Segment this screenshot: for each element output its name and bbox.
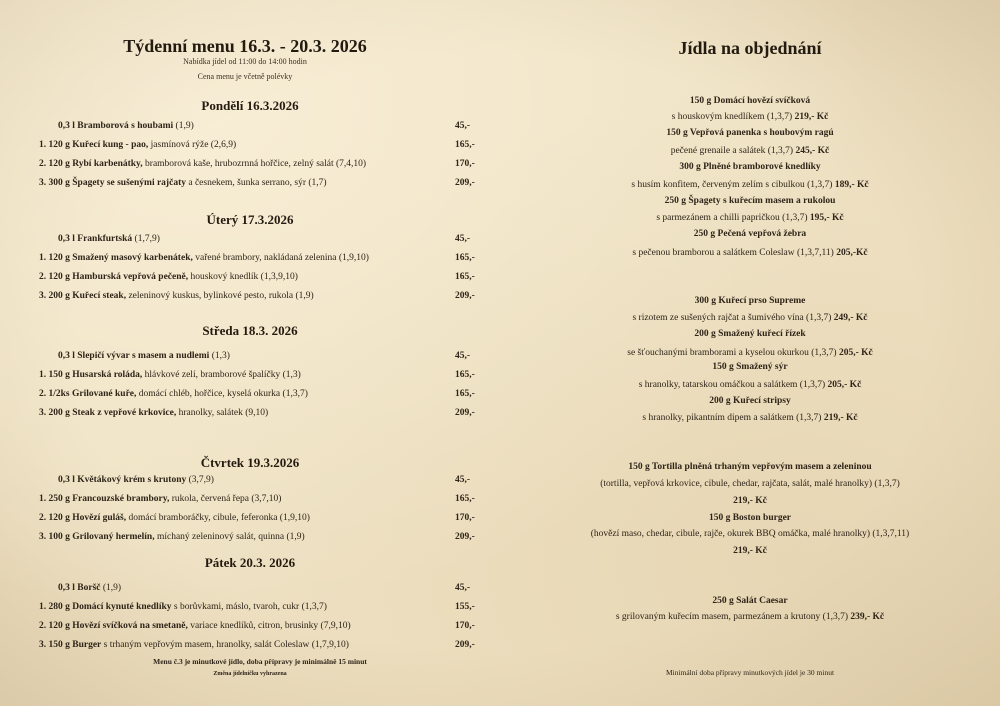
- item-number: 3. 150 g: [39, 640, 70, 650]
- menu-item-row: [39, 389, 308, 399]
- item-allergens: (1,7,9,10): [311, 640, 349, 650]
- item-allergens: (1,7): [308, 178, 327, 188]
- item-allergens: (1,3,7): [282, 389, 308, 399]
- item-price: 209,-: [455, 640, 475, 650]
- item-price: 209,-: [455, 178, 475, 188]
- dish-text: 250 g Salát Caesar: [712, 596, 788, 606]
- item-description: hlávkové zelí, bramborové špalíčky: [144, 370, 281, 380]
- item-number: 1. 120 g: [39, 140, 70, 150]
- item-allergens: (7,4,10): [336, 159, 367, 169]
- item-price: 165,-: [455, 272, 475, 282]
- item-description: vařené brambory, nakládaná zelenina: [195, 253, 337, 263]
- price-note: Cena menu je včetně polévky: [197, 72, 293, 81]
- item-number: 3. 300 g: [39, 178, 70, 188]
- dish-price: 239,- Kč: [850, 612, 885, 622]
- menu-item-row: [39, 532, 305, 542]
- dish-text: 150 g Domácí hovězí svíčková: [689, 96, 811, 106]
- dish-text: (tortilla, vepřová krkovice, cibule, chedar, rajčata, salát, malé hranolky) (1,3,7): [600, 479, 900, 489]
- menu-item-row: [39, 602, 327, 612]
- dish-text: 200 g Kuřecí stripsy: [709, 396, 791, 406]
- dish-title: [500, 162, 1000, 172]
- weekly-menu-title: Týdenní menu 16.3. - 20.3. 2026: [123, 36, 367, 56]
- item-price: 170,-: [455, 621, 475, 631]
- item-description: domácí bramboráčky, cibule, feferonka: [128, 513, 278, 523]
- order-dishes-title: Jídla na objednání: [678, 38, 822, 58]
- order-footer-note: Minimální doba přípravy minutkových jídel je 30 minut: [665, 668, 835, 677]
- dish-title: [500, 513, 1000, 523]
- item-allergens: (1,9,10): [279, 513, 310, 523]
- menu-item-row: [39, 640, 349, 650]
- dish-description: [500, 112, 1000, 122]
- menu-item-row: [39, 140, 236, 150]
- soup-row: [58, 234, 160, 244]
- dish-text: s grilovaným kuřecím masem, parmezánem a krutony (1,3,7): [615, 612, 848, 622]
- dish-price: 205,- Kč: [838, 348, 873, 358]
- minute-dish-note: Menu č.3 je minutkové jídlo, doba přípravy je minimálně 15 minut: [153, 657, 367, 666]
- item-number: 3. 100 g: [39, 532, 70, 542]
- dish-title: [500, 362, 1000, 372]
- dish-text: s hranolky, pikantním dipem a salátkem (1,3,7): [642, 413, 822, 423]
- item-name: Rybí karbenátky,: [72, 159, 143, 169]
- item-name: Francouzské brambory,: [72, 494, 170, 504]
- item-allergens: (3,7,10): [251, 494, 282, 504]
- dish-text: s pečenou bramborou a salátkem Coleslaw (1,3,7,11): [632, 248, 834, 258]
- menu-item-row: [39, 408, 268, 418]
- item-price: 170,-: [455, 159, 475, 169]
- dish-description: [500, 213, 1000, 223]
- menu-item-row: [39, 291, 314, 301]
- item-number: 2. 120 g: [39, 513, 70, 523]
- item-description: variace knedlíků, citron, brusinky: [190, 621, 319, 631]
- dish-price: 245,- Kč: [795, 146, 830, 156]
- item-description: s trhaným vepřovým masem, hranolky, salát Coleslaw: [103, 640, 310, 650]
- dish-description: [500, 348, 1000, 358]
- dish-price: 249,- Kč: [833, 313, 868, 323]
- item-name: Květákový krém s krutony: [77, 475, 187, 485]
- item-description: houskový knedlík: [190, 272, 259, 282]
- soup-row: [58, 583, 121, 593]
- menu-item-row: [39, 370, 301, 380]
- dish-text: (hovězí maso, chedar, cibule, rajče, okurek BBQ omáčka, malé hranolky) (1,3,7,11): [590, 529, 910, 539]
- menu-item-row: [39, 159, 366, 169]
- dish-description: [500, 313, 1000, 323]
- item-name: Smažený masový karbenátek,: [72, 253, 193, 263]
- item-price: 45,-: [455, 583, 471, 593]
- dish-price: 195,- Kč: [809, 213, 844, 223]
- item-description: jasmínová rýže: [150, 140, 209, 150]
- dish-text: 150 g Smažený sýr: [712, 362, 788, 372]
- item-allergens: (1,9): [175, 121, 194, 131]
- item-allergens: (9,10): [245, 408, 269, 418]
- dish-text: 200 g Smažený kuřecí řízek: [694, 329, 806, 339]
- item-description: hranolky, salátek: [178, 408, 243, 418]
- item-number: 0,3 l: [58, 121, 75, 131]
- soup-row: [58, 121, 194, 131]
- item-allergens: (1,9): [286, 532, 305, 542]
- item-number: 1. 150 g: [39, 370, 70, 380]
- item-description: a česnekem, šunka serrano, sýr: [188, 178, 307, 188]
- dish-title: [500, 329, 1000, 339]
- item-allergens: (7,9,10): [320, 621, 351, 631]
- dish-text: 300 g Kuřecí prso Supreme: [694, 296, 806, 306]
- dish-text: 150 g Vepřová panenka s houbovým ragú: [666, 128, 834, 138]
- item-price: 209,-: [455, 532, 475, 542]
- dish-text: 219,- Kč: [733, 546, 767, 556]
- item-description: míchaný zeleninový salát, quinna: [156, 532, 285, 542]
- dish-price: 189,- Kč: [834, 180, 869, 190]
- item-name: Hovězí guláš,: [72, 513, 127, 523]
- item-allergens: (1,9): [102, 583, 122, 593]
- item-name: Frankfurtská: [77, 234, 133, 244]
- dish-title: [500, 596, 1000, 606]
- item-price: 45,-: [455, 121, 471, 131]
- item-name: Steak z vepřové krkovice,: [72, 408, 177, 418]
- dish-description: [500, 413, 1000, 423]
- soup-row: [58, 475, 214, 485]
- item-price: 45,-: [455, 234, 471, 244]
- item-name: Slepičí vývar s masem a nudlemi: [77, 351, 210, 361]
- item-description: bramborová kaše, hrubozrnná hořčice, zelný salát: [145, 159, 334, 169]
- dish-text: s hranolky, tatarskou omáčkou a salátkem (1,3,7): [638, 380, 826, 390]
- item-number: 1. 120 g: [39, 253, 70, 263]
- dish-text: 300 g Plněné bramborové knedlíky: [679, 162, 821, 172]
- item-price: 165,-: [455, 389, 475, 399]
- item-price: 209,-: [455, 291, 475, 301]
- item-number: 2. 120 g: [39, 159, 70, 169]
- order-dishes-page: [500, 0, 1000, 706]
- item-allergens: (1,3): [211, 351, 230, 361]
- item-price: 165,-: [455, 494, 475, 504]
- dish-text: 219,- Kč: [733, 496, 767, 506]
- dish-text: s rizotem ze sušených rajčat a šumivého vína (1,3,7): [632, 313, 832, 323]
- menu-item-row: [39, 494, 281, 504]
- menu-item-row: [39, 621, 351, 631]
- item-allergens: (1,3): [282, 370, 301, 380]
- dish-price: 219,- Kč: [794, 112, 829, 122]
- serving-hours: Nabídka jídel od 11:00 do 14:00 hodin: [183, 57, 307, 66]
- item-name: Grilovaný hermelín,: [72, 532, 155, 542]
- item-description: domácí chléb, hořčice, kyselá okurka: [138, 389, 281, 399]
- item-name: Hovězí svíčková na smetaně,: [72, 621, 188, 631]
- item-price: 165,-: [455, 140, 475, 150]
- item-name: Kuřecí kung - pao,: [72, 140, 149, 150]
- dish-description: [500, 479, 1000, 489]
- item-number: 2. 120 g: [39, 272, 70, 282]
- item-allergens: (1,9): [295, 291, 314, 301]
- item-number: 0,3 l: [58, 351, 75, 361]
- item-name: Špagety se sušenými rajčaty: [72, 178, 186, 188]
- item-name: Burger: [72, 640, 102, 650]
- menu-change-note: Změna jídelníčku vyhrazena: [213, 671, 287, 677]
- item-price: 170,-: [455, 513, 475, 523]
- dish-description: [500, 180, 1000, 190]
- dish-price: 205,-Kč: [836, 248, 868, 258]
- item-name: Grilované kuře,: [72, 389, 137, 399]
- dish-description: [500, 146, 1000, 156]
- menu-item-row: [39, 513, 310, 523]
- item-allergens: (1,9,10): [338, 253, 369, 263]
- dish-title: [500, 462, 1000, 472]
- dish-text: s parmezánem a chilli papričkou (1,3,7): [656, 213, 808, 223]
- item-description: rukola, červená řepa: [171, 494, 250, 504]
- item-price: 209,-: [455, 408, 475, 418]
- dish-description: [500, 529, 1000, 539]
- day-header: Čtvrtek 19.3.2026: [200, 455, 300, 470]
- dish-text: s husím konfitem, červeným zelím s cibulkou (1,3,7): [631, 180, 833, 190]
- item-allergens: (2,6,9): [210, 140, 237, 150]
- item-number: 2. 120 g: [39, 621, 70, 631]
- item-allergens: (1,3,7): [301, 602, 327, 612]
- day-header: Úterý 17.3.2026: [206, 212, 294, 227]
- dish-title: [500, 296, 1000, 306]
- item-price: 165,-: [455, 253, 475, 263]
- dish-description: [500, 380, 1000, 390]
- dish-title: [500, 128, 1000, 138]
- dish-description: [500, 248, 1000, 258]
- dish-title: [500, 196, 1000, 206]
- dish-title: [500, 229, 1000, 239]
- item-name: Domácí kynuté knedlíky: [72, 602, 172, 612]
- item-price: 45,-: [455, 351, 471, 361]
- menu-item-row: [39, 272, 298, 282]
- item-name: Husarská roláda,: [72, 370, 143, 380]
- dish-price: 205,- Kč: [827, 380, 862, 390]
- dish-description: [500, 612, 1000, 622]
- item-number: 1. 280 g: [39, 602, 70, 612]
- dish-text: 150 g Tortilla plněná trhaným vepřovým masem a zeleninou: [628, 462, 872, 472]
- item-price: 165,-: [455, 370, 475, 380]
- dish-text: se šťouchanými bramborami a kyselou okurkou (1,3,7): [627, 348, 837, 358]
- dish-text: s houskovým knedlíkem (1,3,7): [671, 112, 793, 122]
- item-number: 0,3 l: [58, 583, 75, 593]
- soup-row: [58, 351, 230, 361]
- day-header: Pátek 20.3. 2026: [204, 555, 296, 570]
- dish-title: [500, 396, 1000, 406]
- item-price: 45,-: [455, 475, 471, 485]
- item-description: s borůvkami, máslo, tvaroh, cukr: [173, 602, 300, 612]
- item-name: Kuřecí steak,: [72, 291, 127, 301]
- item-number: 3. 200 g: [39, 408, 70, 418]
- dish-text: 250 g Pečená vepřová žebra: [693, 229, 807, 239]
- dish-text: 250 g Špagety s kuřecím masem a rukolou: [664, 196, 836, 206]
- dish-price: 219,- Kč: [823, 413, 858, 423]
- menu-item-row: [39, 253, 369, 263]
- dish-title: [500, 496, 1000, 506]
- day-header: Středa 18.3. 2026: [202, 323, 298, 338]
- item-number: 2. 1/2ks: [39, 389, 70, 399]
- dish-text: pečené grenaile a salátek (1,3,7): [670, 146, 794, 156]
- menu-item-row: [39, 178, 327, 188]
- item-allergens: (1,3,9,10): [260, 272, 298, 282]
- item-number: 0,3 l: [58, 234, 75, 244]
- item-allergens: (1,7,9): [134, 234, 160, 244]
- dish-text: 150 g Boston burger: [708, 513, 792, 523]
- item-number: 1. 250 g: [39, 494, 70, 504]
- dish-title: [500, 96, 1000, 106]
- item-price: 155,-: [455, 602, 475, 612]
- item-description: zeleninový kuskus, bylinkové pesto, rukola: [128, 291, 294, 301]
- dish-title: [500, 546, 1000, 556]
- item-name: Hamburská vepřová pečeně,: [72, 272, 189, 282]
- item-name: Bramborová s houbami: [77, 121, 174, 131]
- item-allergens: (3,7,9): [188, 475, 214, 485]
- item-number: 0,3 l: [58, 475, 75, 485]
- day-header: Pondělí 16.3.2026: [201, 98, 299, 113]
- item-number: 3. 200 g: [39, 291, 70, 301]
- item-name: Boršč: [77, 583, 101, 593]
